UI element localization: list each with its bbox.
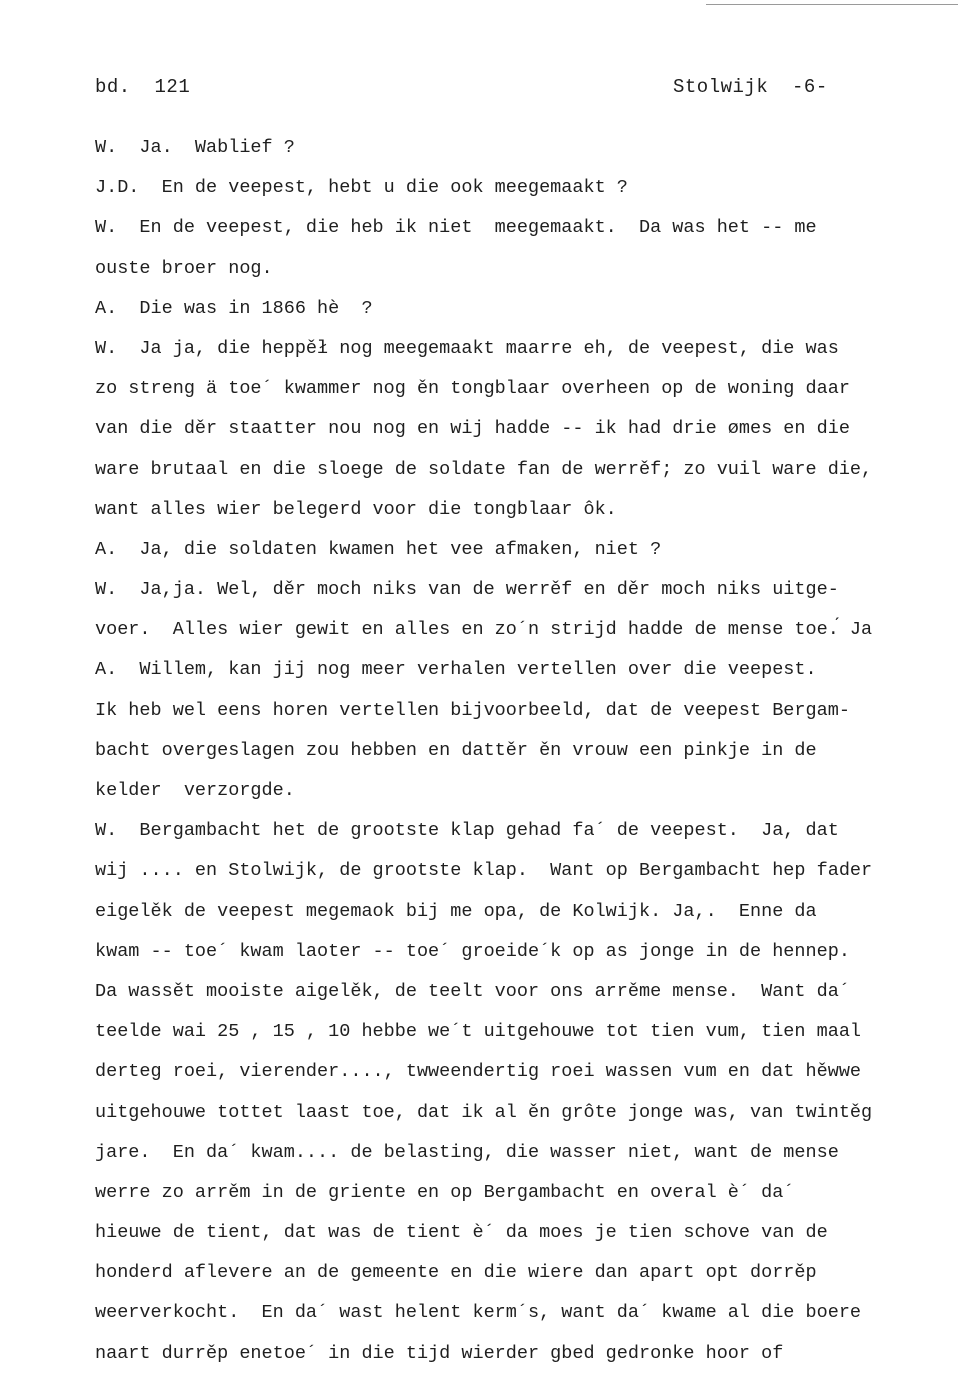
transcript-line: honderd aflevere an de gemeente en die wiere dan apart opt dorrěp xyxy=(95,1262,817,1284)
transcript-line: W. Ja,ja. Wel, děr moch niks van de werrěf en děr moch niks uitge- xyxy=(95,579,839,601)
transcript-line: weerverkocht. En da´ wast helent kerm´s, want da´ kwame al die boere xyxy=(95,1302,862,1324)
transcript-line: Da wassět mooiste aigelěk, de teelt voor ons arrěme mense. Want da´ xyxy=(95,980,850,1002)
transcript-line: kwam -- toe´ kwam laoter -- toe´ groeide´k op as jonge in de hennep. xyxy=(95,940,850,962)
transcript-line: wij .... en Stolwijk, de grootste klap. Want op Bergambacht hep fader xyxy=(95,860,873,882)
transcript-line: A. Ja, die soldaten kwamen het vee afmaken, niet ? xyxy=(95,538,662,560)
transcript-line: A. Willem, kan jij nog meer verhalen vertellen over die veepest. xyxy=(95,659,817,681)
transcript-line: werre zo arrěm in de griente en op Bergambacht en overal è´ da´ xyxy=(95,1181,795,1203)
top-rule xyxy=(706,4,958,5)
transcript-line: W. En de veepest, die heb ik niet meegemaakt. Da was het -- me xyxy=(95,217,817,239)
transcript-line: bacht overgeslagen zou hebben en dattěr ěn vrouw een pinkje in de xyxy=(95,739,817,761)
transcript-body xyxy=(95,128,961,1374)
transcript-line: jare. En da´ kwam.... de belasting, die wasser niet, want de mense xyxy=(95,1141,839,1163)
transcript-line: W. Ja ja, die heppěł nog meegemaakt maarre eh, de veepest, die was xyxy=(95,337,839,359)
transcript-line: naart durrěp enetoe´ in die tijd wierder gbed gedronke hoor of xyxy=(95,1342,784,1364)
transcript-line: ouste broer nog. xyxy=(95,257,273,279)
transcript-line: W. Ja. Wablief ? xyxy=(95,137,295,158)
transcript-line: teelde wai 25 , 15 , 10 hebbe we´t uitgehouwe tot tien vum, tien maal xyxy=(95,1021,862,1043)
transcript-line: want alles wier belegerd voor die tongblaar ôk. xyxy=(95,498,617,520)
transcript-line: kelder verzorgde. xyxy=(95,780,295,801)
transcript-line: ware brutaal en die sloege de soldate fan de werrěf; zo vuil ware die, xyxy=(95,458,873,480)
transcript-line: J.D. En de veepest, hebt u die ook meegemaakt ? xyxy=(95,177,628,199)
transcript-line: eigelěk de veepest megemaok bij me opa, de Kolwijk. Ja,. Enne da xyxy=(95,900,817,922)
transcript-line: zo streng ä toe´ kwammer nog ěn tongblaar overheen op de woning daar xyxy=(95,378,850,400)
transcript-line: hieuwe de tient, dat was de tient è´ da moes je tien schove van de xyxy=(95,1222,828,1244)
volume-number: bd. 121 xyxy=(95,76,191,98)
transcript-line: van die děr staatter nou nog en wij hadde -- ik had drie ømes en die xyxy=(95,418,850,440)
transcript-line: W. Bergambacht het de grootste klap gehad fa´ de veepest. Ja, dat xyxy=(95,820,839,842)
transcript-line: voer. Alles wier gewit en alles en zo´n strijd hadde de mense toe.́ Ja xyxy=(95,619,873,641)
page-location: Stolwijk -6- xyxy=(673,76,828,98)
transcript-line: uitgehouwe tottet laast toe, dat ik al ěn grôte jonge was, van twintěg xyxy=(95,1101,873,1123)
transcript-line: Ik heb wel eens horen vertellen bijvoorbeeld, dat de veepest Bergam- xyxy=(95,699,850,721)
transcript-line: derteg roei, vierender...., twweendertig roei wassen vum en dat hěwwe xyxy=(95,1061,862,1083)
transcript-line: A. Die was in 1866 hè ? xyxy=(95,297,373,319)
